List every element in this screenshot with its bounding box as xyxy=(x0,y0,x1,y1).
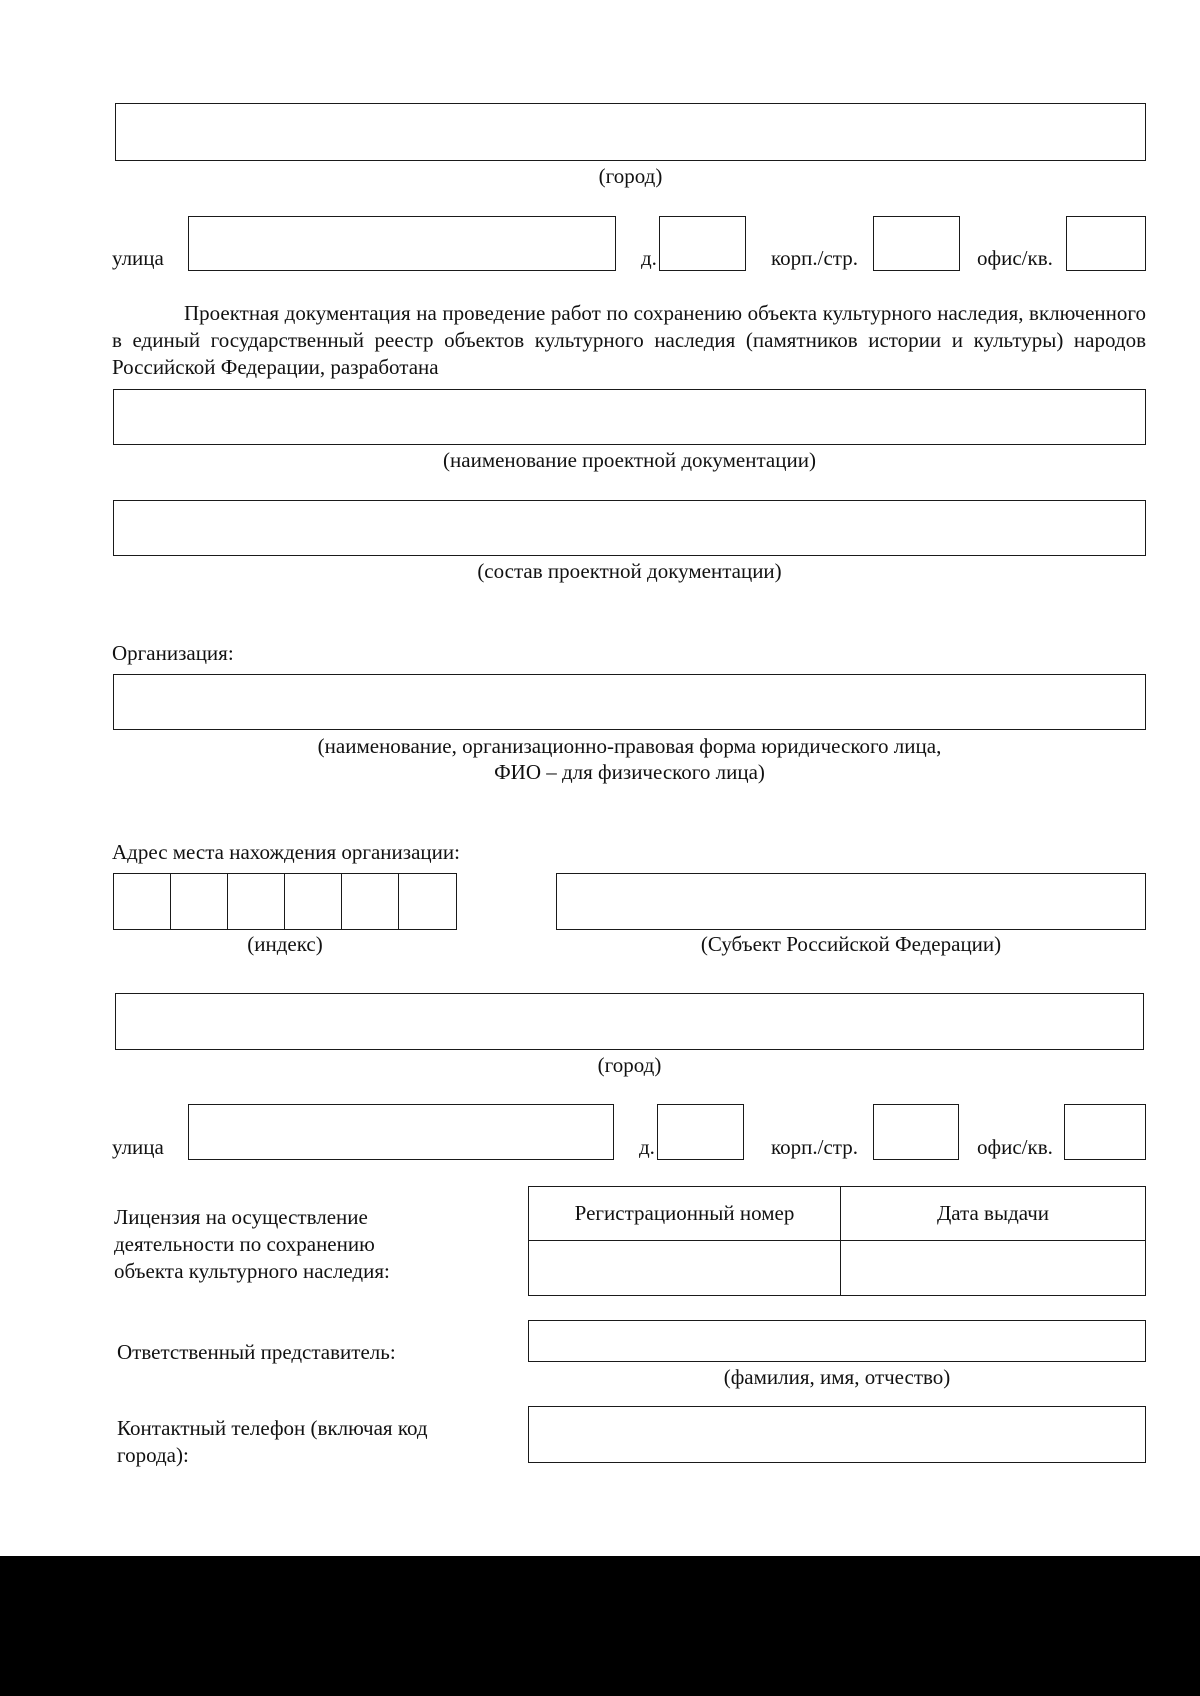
project-name-caption: (наименование проектной документации) xyxy=(443,448,816,472)
organization-field[interactable] xyxy=(113,674,1146,730)
license-reg-number-cell[interactable] xyxy=(529,1241,841,1296)
project-composition-caption: (состав проектной документации) xyxy=(477,559,782,583)
scan-bottom-edge xyxy=(0,1556,1200,1696)
subject-field[interactable] xyxy=(556,873,1146,930)
license-col-reg-number: Регистрационный номер xyxy=(529,1187,841,1241)
phone-field[interactable] xyxy=(528,1406,1146,1463)
index-cell[interactable] xyxy=(113,873,172,930)
representative-label: Ответственный представитель: xyxy=(117,1340,396,1364)
license-label-line3: объекта культурного наследия: xyxy=(114,1259,390,1283)
street-field-2[interactable] xyxy=(188,1104,614,1160)
office-label-1: офис/кв. xyxy=(977,246,1053,270)
building-label-2: корп./стр. xyxy=(771,1135,858,1159)
index-cells xyxy=(113,873,457,930)
city-caption-1: (город) xyxy=(598,164,663,188)
building-label-1: корп./стр. xyxy=(771,246,858,270)
representative-field[interactable] xyxy=(528,1320,1146,1362)
organization-caption-line1: (наименование, организационно-правовая форма юридического лица, xyxy=(317,734,942,758)
city-field-1[interactable] xyxy=(115,103,1146,161)
city-caption-2: (город) xyxy=(597,1053,662,1077)
license-label-line2: деятельности по сохранению xyxy=(114,1232,375,1256)
index-caption: (индекс) xyxy=(247,932,323,956)
license-label-line1: Лицензия на осуществление xyxy=(114,1205,368,1229)
street-field-1[interactable] xyxy=(188,216,616,271)
license-issue-date-cell[interactable] xyxy=(841,1241,1146,1296)
street-label-1: улица xyxy=(112,246,164,270)
license-col-issue-date: Дата выдачи xyxy=(841,1187,1146,1241)
project-paragraph-text: Проектная документация на проведение работ по сохранению объекта культурного наследия, включенного в единый государственный реестр объектов культурного наследия (памятников истории и культуры) народов Российской Федерации, разработана xyxy=(112,301,1146,379)
project-paragraph xyxy=(112,300,1146,381)
house-field-2[interactable] xyxy=(657,1104,744,1160)
phone-label-line2: города): xyxy=(117,1443,189,1467)
license-table xyxy=(528,1186,1146,1296)
office-label-2: офис/кв. xyxy=(977,1135,1053,1159)
index-cell[interactable] xyxy=(227,873,286,930)
city-field-2[interactable] xyxy=(115,993,1144,1050)
project-composition-field[interactable] xyxy=(113,500,1146,556)
subject-caption: (Субъект Российской Федерации) xyxy=(700,932,1002,956)
index-cell[interactable] xyxy=(341,873,400,930)
representative-caption: (фамилия, имя, отчество) xyxy=(723,1365,951,1389)
house-field-1[interactable] xyxy=(659,216,746,271)
phone-label-line1: Контактный телефон (включая код xyxy=(117,1416,428,1440)
index-cell[interactable] xyxy=(170,873,229,930)
house-label-1: д. xyxy=(641,246,657,270)
project-name-field[interactable] xyxy=(113,389,1146,445)
index-cell[interactable] xyxy=(398,873,457,930)
organization-caption-line2: ФИО – для физического лица) xyxy=(494,760,765,784)
building-field-2[interactable] xyxy=(873,1104,959,1160)
office-field-2[interactable] xyxy=(1064,1104,1146,1160)
office-field-1[interactable] xyxy=(1066,216,1146,271)
org-address-label: Адрес места нахождения организации: xyxy=(112,840,460,864)
house-label-2: д. xyxy=(639,1135,655,1159)
street-label-2: улица xyxy=(112,1135,164,1159)
organization-label: Организация: xyxy=(112,641,234,665)
index-cell[interactable] xyxy=(284,873,343,930)
building-field-1[interactable] xyxy=(873,216,960,271)
